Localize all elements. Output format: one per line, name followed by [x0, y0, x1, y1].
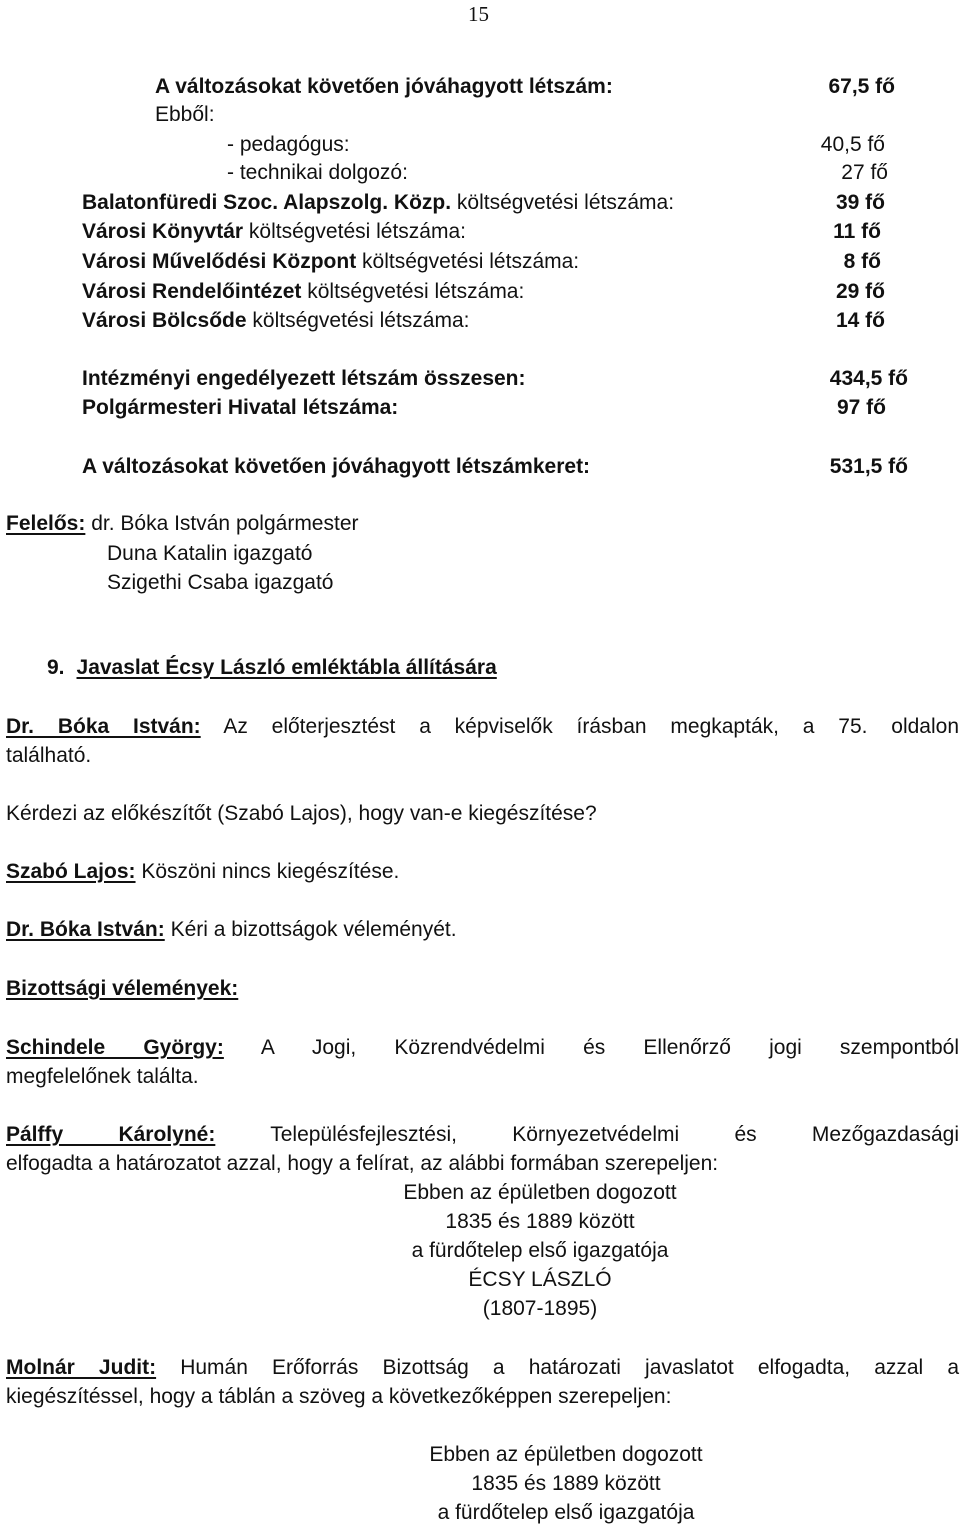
mayors-office-value: 97 fő	[836, 396, 886, 419]
institution-row	[82, 191, 674, 215]
paragraph-line	[6, 860, 399, 884]
speech-text: Településfejlesztési, Környezetvédelmi és Mezőgazdasági	[215, 1123, 959, 1146]
institution-label: költségvetési létszáma:	[301, 280, 525, 303]
institution-value: 29 fő	[835, 280, 885, 303]
speaker-name: Pálffy Károlyné:	[6, 1123, 216, 1146]
paragraph-line	[6, 715, 959, 739]
institution-label: költségvetési létszáma:	[243, 220, 466, 243]
responsible-person: Duna Katalin igazgató	[107, 542, 313, 565]
institution-label: költségvetési létszáma:	[356, 250, 580, 273]
institution-value: 11 fő	[833, 220, 881, 243]
section-title: Javaslat Écsy László emléktábla állítására	[76, 656, 497, 679]
headcount-frame-label: A változásokat követően jóváhagyott létszámkeret:	[82, 455, 591, 478]
committee-heading: Bizottsági vélemények:	[6, 977, 239, 1000]
responsible-line	[6, 512, 359, 536]
institution-name: Városi Könyvtár	[82, 220, 244, 243]
plaque-line: 1835 és 1889 között	[445, 1210, 635, 1233]
approved-headcount-value: 67,5 fő	[828, 75, 895, 98]
plaque-line: ÉCSY LÁSZLÓ	[468, 1268, 612, 1291]
institution-label: költségvetési létszáma:	[451, 191, 675, 214]
paragraph-line: elfogadta a határozatot azzal, hogy a felírat, az alábbi formában szerepeljen:	[6, 1152, 719, 1175]
plaque-line: 1835 és 1889 között	[471, 1472, 661, 1495]
institutional-total-label: Intézményi engedélyezett létszám összesen:	[82, 367, 526, 390]
institution-name: Városi Rendelőintézet	[82, 280, 302, 303]
speech-text: Humán Erőforrás Bizottság a határozati javaslatot elfogadta, azzal a	[156, 1356, 959, 1379]
institution-name: Városi Bölcsőde	[82, 309, 247, 332]
speaker-name: Schindele György:	[6, 1036, 224, 1059]
speech-text: Kéri a bizottságok véleményét.	[164, 918, 457, 941]
plaque-line: a fürdőtelep első igazgatója	[437, 1501, 695, 1524]
headcount-frame-value: 531,5 fő	[829, 455, 908, 478]
speaker-name: Molnár Judit:	[6, 1356, 157, 1379]
paragraph-line: megfelelőnek találta.	[6, 1065, 199, 1088]
paragraph-line: Kérdezi az előkészítőt (Szabó Lajos), hogy van-e kiegészítése?	[6, 802, 597, 825]
plaque-line: (1807-1895)	[482, 1297, 598, 1320]
institution-row	[82, 309, 470, 333]
institution-name: Balatonfüredi Szoc. Alapszolg. Közp.	[82, 191, 452, 214]
responsible-person: Szigethi Csaba igazgató	[107, 571, 334, 594]
plaque-line: a fürdőtelep első igazgatója	[411, 1239, 669, 1262]
paragraph-line: található.	[6, 744, 92, 767]
paragraph-line: kiegészítéssel, hogy a táblán a szöveg a következőképpen szerepeljen:	[6, 1385, 672, 1408]
page-number: 15	[468, 2, 489, 26]
plaque-line: Ebben az épületben dogozott	[403, 1181, 677, 1204]
responsible-label: Felelős:	[6, 512, 86, 535]
plaque-line: Ebben az épületben dogozott	[429, 1443, 703, 1466]
speech-text: Köszöni nincs kiegészítése.	[135, 860, 400, 883]
pedagogue-value: 40,5 fő	[820, 133, 885, 156]
paragraph-line	[6, 1036, 959, 1060]
institution-value: 14 fő	[835, 309, 885, 332]
ebbol-label: Ebből:	[155, 103, 215, 126]
institution-value: 39 fő	[835, 191, 885, 214]
institution-label: költségvetési létszáma:	[246, 309, 470, 332]
institution-value: 8 fő	[843, 250, 881, 273]
speaker-name: Szabó Lajos:	[6, 860, 136, 883]
speech-text: Az előterjesztést a képviselők írásban megkapták, a 75. oldalon	[200, 715, 959, 738]
institutional-total-value: 434,5 fő	[829, 367, 908, 390]
approved-headcount-label: A változásokat követően jóváhagyott létszám:	[155, 75, 613, 98]
technical-staff-value: 27 fő	[841, 161, 888, 184]
institution-name: Városi Művelődési Központ	[82, 250, 357, 273]
speaker-name: Dr. Bóka István:	[6, 715, 201, 738]
paragraph-line	[6, 918, 457, 942]
institution-row	[82, 250, 579, 274]
speech-text: A Jogi, Közrendvédelmi és Ellenőrző jogi szempontból	[223, 1036, 959, 1059]
section-heading	[47, 656, 497, 680]
speaker-name: Dr. Bóka István:	[6, 918, 165, 941]
institution-row	[82, 220, 466, 244]
technical-staff-label: - technikai dolgozó:	[227, 161, 408, 184]
institution-row	[82, 280, 524, 304]
section-number: 9.	[47, 656, 65, 679]
responsible-person: dr. Bóka István polgármester	[85, 512, 359, 535]
paragraph-line	[6, 1123, 959, 1147]
mayors-office-label: Polgármesteri Hivatal létszáma:	[82, 396, 399, 419]
paragraph-line	[6, 1356, 959, 1380]
pedagogue-label: - pedagógus:	[227, 133, 350, 156]
